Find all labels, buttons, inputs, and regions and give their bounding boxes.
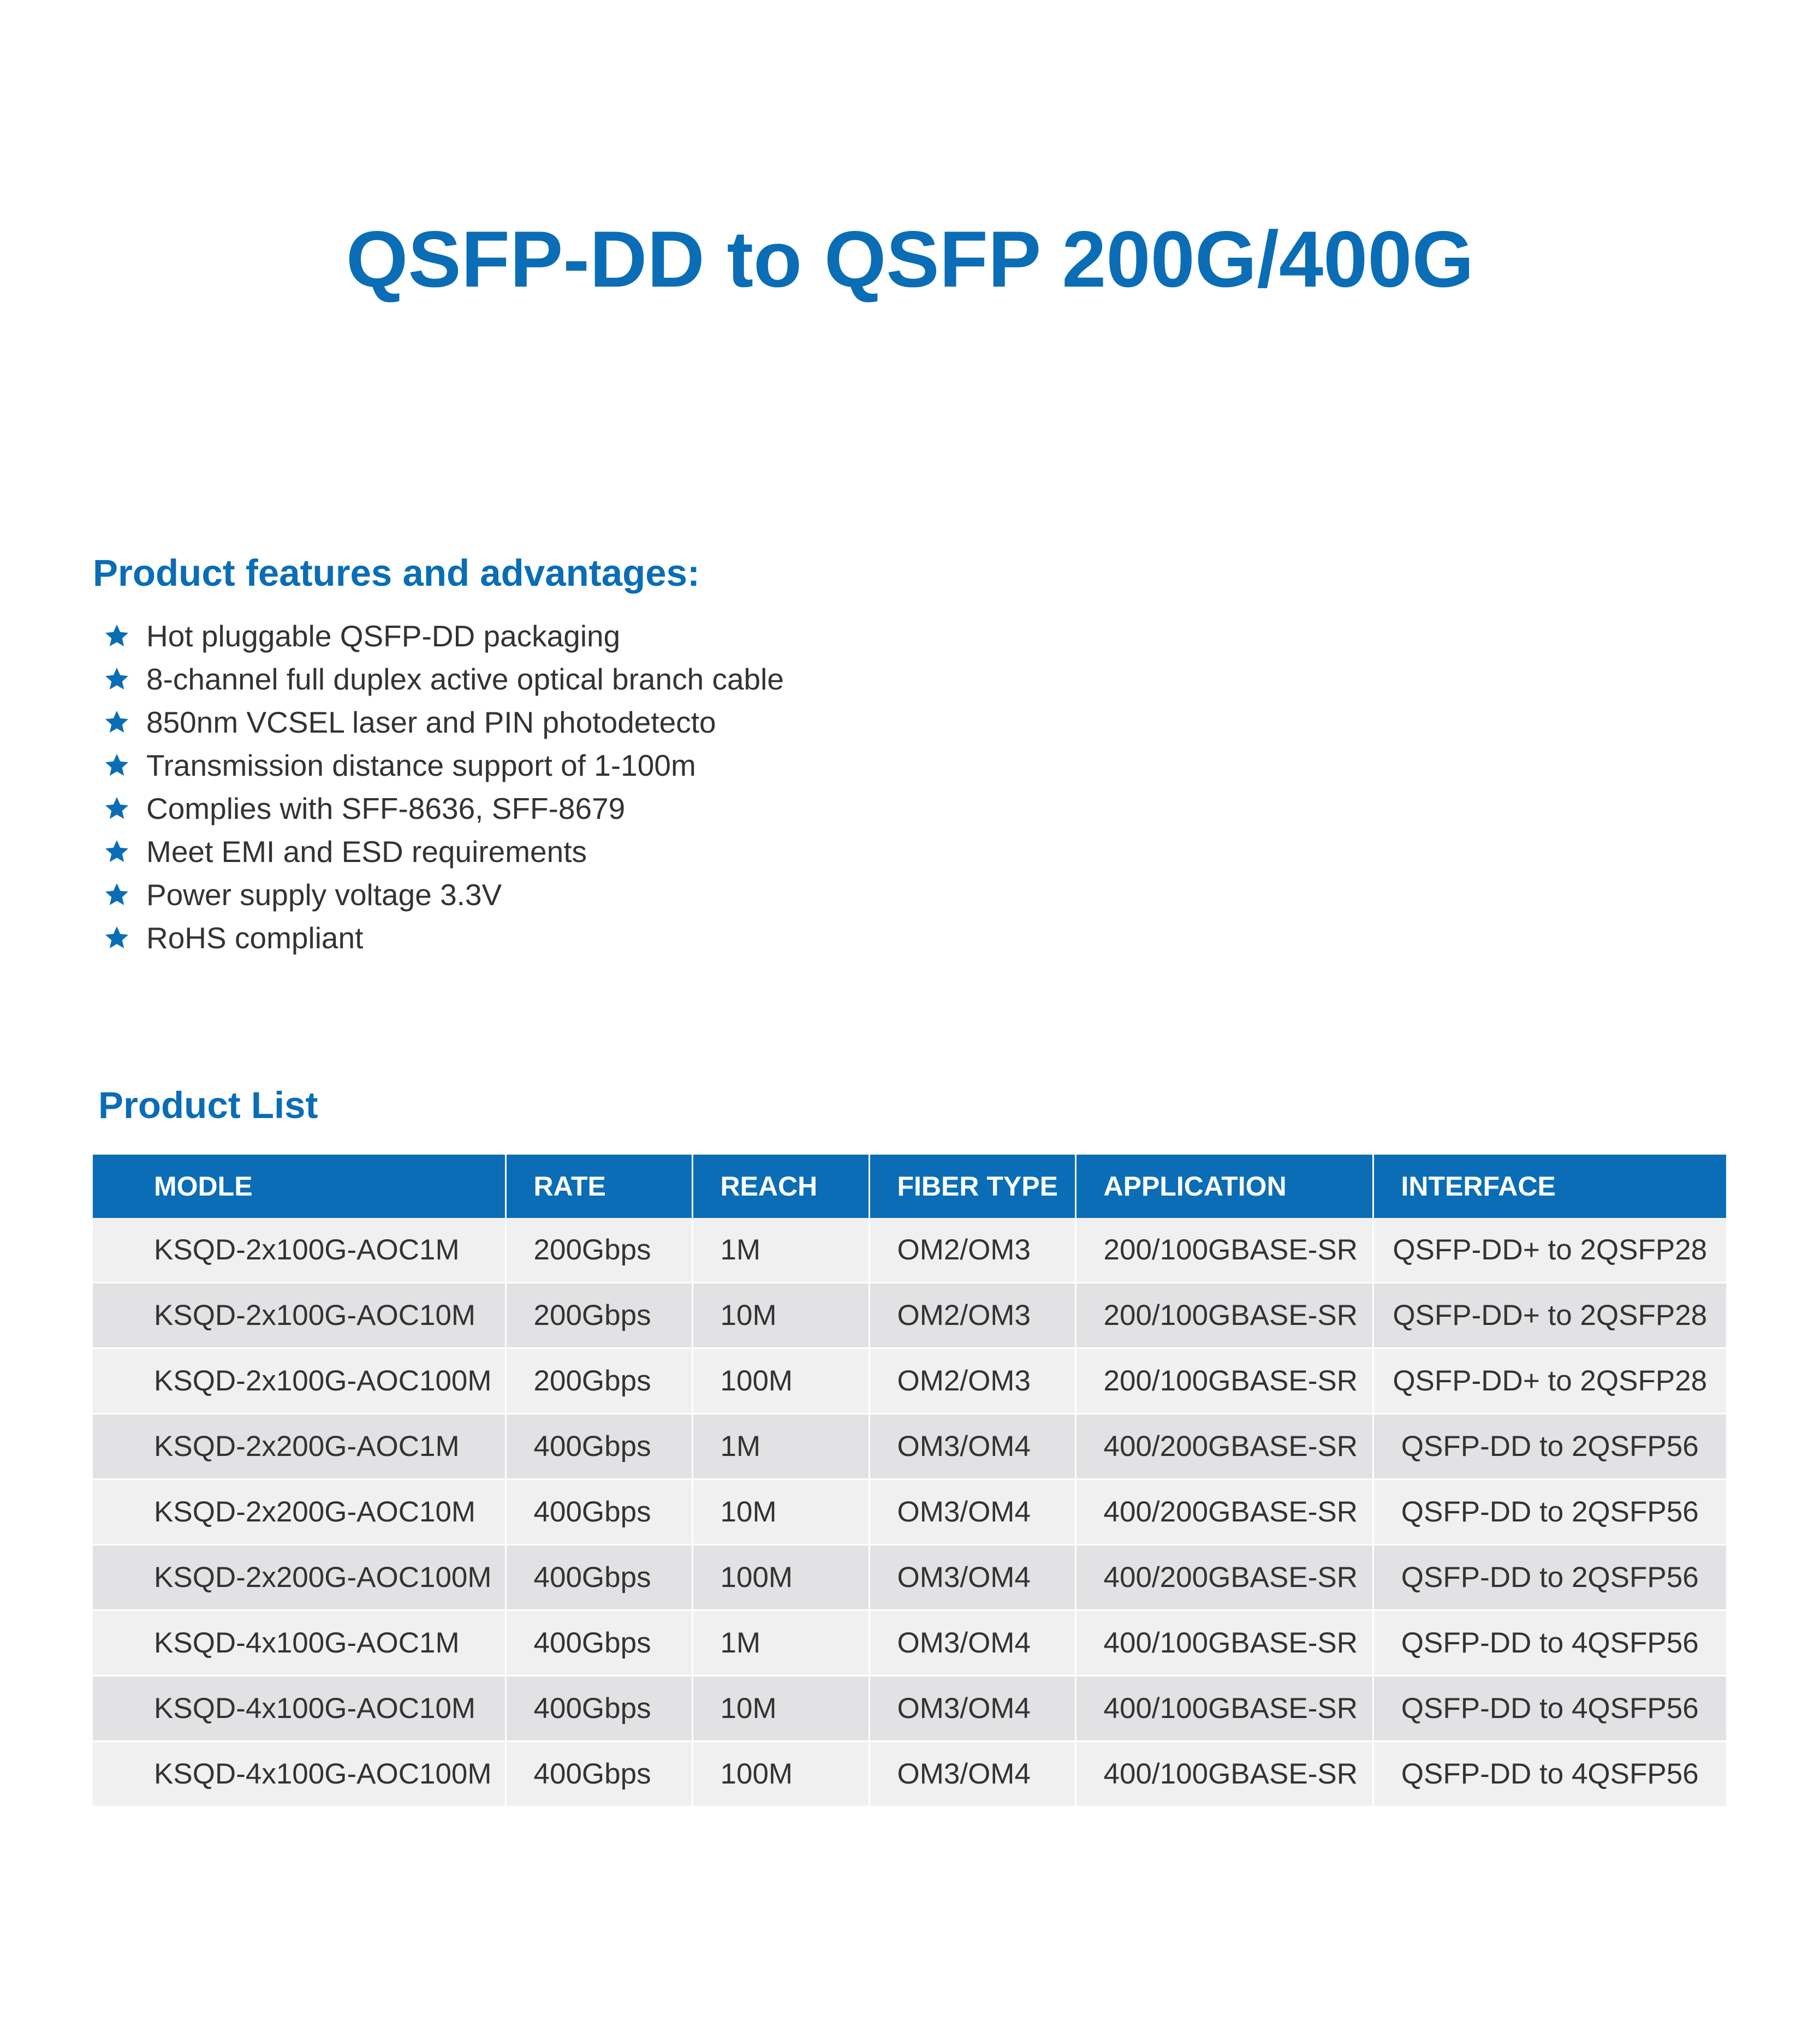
table-row xyxy=(93,1218,1726,1283)
feature-item xyxy=(104,744,784,787)
cell-rate: 400Gbps xyxy=(505,1676,692,1741)
feature-item xyxy=(104,830,784,873)
cell-application: 400/200GBASE-SR xyxy=(1075,1414,1373,1479)
cell-application: 400/100GBASE-SR xyxy=(1075,1741,1373,1807)
table-row xyxy=(93,1545,1726,1610)
feature-text: Complies with SFF-8636, SFF-8679 xyxy=(146,791,626,825)
cell-rate: 400Gbps xyxy=(505,1414,692,1479)
cell-reach: 1M xyxy=(692,1414,869,1479)
table-row xyxy=(93,1676,1726,1741)
cell-fiber-type: OM3/OM4 xyxy=(869,1414,1075,1479)
star-icon xyxy=(104,623,130,649)
cell-reach: 100M xyxy=(692,1348,869,1414)
cell-rate: 200Gbps xyxy=(505,1218,692,1283)
table-row xyxy=(93,1741,1726,1807)
cell-reach: 100M xyxy=(692,1741,869,1807)
cell-interface: QSFP-DD to 2QSFP56 xyxy=(1373,1414,1726,1479)
feature-item xyxy=(104,700,784,744)
feature-text: Transmission distance support of 1-100m xyxy=(146,748,696,782)
feature-item xyxy=(104,657,784,700)
feature-item xyxy=(104,916,784,959)
star-icon xyxy=(104,795,130,822)
cell-fiber-type: OM2/OM3 xyxy=(869,1348,1075,1414)
feature-text: Hot pluggable QSFP-DD packaging xyxy=(146,619,621,653)
cell-rate: 200Gbps xyxy=(505,1283,692,1348)
column-header-interface: INTERFACE xyxy=(1373,1155,1726,1218)
cell-model: KSQD-2x200G-AOC10M xyxy=(93,1479,505,1545)
cell-fiber-type: OM2/OM3 xyxy=(869,1218,1075,1283)
cell-application: 400/100GBASE-SR xyxy=(1075,1610,1373,1676)
feature-text: RoHS compliant xyxy=(146,920,364,955)
cell-fiber-type: OM2/OM3 xyxy=(869,1283,1075,1348)
star-icon xyxy=(104,752,130,778)
cell-fiber-type: OM3/OM4 xyxy=(869,1741,1075,1807)
cell-model: KSQD-4x100G-AOC10M xyxy=(93,1676,505,1741)
cell-application: 200/100GBASE-SR xyxy=(1075,1283,1373,1348)
cell-reach: 10M xyxy=(692,1479,869,1545)
cell-application: 400/100GBASE-SR xyxy=(1075,1676,1373,1741)
cell-interface: QSFP-DD+ to 2QSFP28 xyxy=(1373,1218,1726,1283)
cell-fiber-type: OM3/OM4 xyxy=(869,1610,1075,1676)
feature-item xyxy=(104,614,784,657)
cell-rate: 400Gbps xyxy=(505,1741,692,1807)
features-heading: Product features and advantages: xyxy=(93,552,700,594)
table-row xyxy=(93,1610,1726,1676)
cell-model: KSQD-2x100G-AOC10M xyxy=(93,1283,505,1348)
cell-model: KSQD-4x100G-AOC100M xyxy=(93,1741,505,1807)
star-icon xyxy=(104,709,130,735)
table-row xyxy=(93,1414,1726,1479)
cell-reach: 100M xyxy=(692,1545,869,1610)
cell-interface: QSFP-DD+ to 2QSFP28 xyxy=(1373,1283,1726,1348)
star-icon xyxy=(104,839,130,865)
cell-reach: 10M xyxy=(692,1676,869,1741)
feature-text: 850nm VCSEL laser and PIN photodetecto xyxy=(146,705,716,739)
table-row xyxy=(93,1283,1726,1348)
column-header-rate: RATE xyxy=(505,1155,692,1218)
cell-model: KSQD-2x100G-AOC100M xyxy=(93,1348,505,1414)
page-title: QSFP-DD to QSFP 200G/400G xyxy=(346,215,1474,304)
cell-interface: QSFP-DD to 4QSFP56 xyxy=(1373,1610,1726,1676)
cell-application: 200/100GBASE-SR xyxy=(1075,1218,1373,1283)
cell-interface: QSFP-DD to 4QSFP56 xyxy=(1373,1741,1726,1807)
cell-interface: QSFP-DD to 2QSFP56 xyxy=(1373,1545,1726,1610)
table-header-row xyxy=(93,1155,1726,1218)
feature-item xyxy=(104,787,784,830)
feature-text: 8-channel full duplex active optical branch cable xyxy=(146,662,784,696)
product-list-heading: Product List xyxy=(98,1084,318,1126)
cell-model: KSQD-2x200G-AOC100M xyxy=(93,1545,505,1610)
table-row xyxy=(93,1479,1726,1545)
cell-rate: 400Gbps xyxy=(505,1610,692,1676)
feature-text: Power supply voltage 3.3V xyxy=(146,877,502,912)
column-header-fiber-type: FIBER TYPE xyxy=(869,1155,1075,1218)
cell-reach: 10M xyxy=(692,1283,869,1348)
cell-fiber-type: OM3/OM4 xyxy=(869,1545,1075,1610)
cell-fiber-type: OM3/OM4 xyxy=(869,1479,1075,1545)
star-icon xyxy=(104,882,130,908)
product-table xyxy=(93,1155,1726,1808)
cell-interface: QSFP-DD to 2QSFP56 xyxy=(1373,1479,1726,1545)
cell-reach: 1M xyxy=(692,1218,869,1283)
column-header-reach: REACH xyxy=(692,1155,869,1218)
cell-application: 200/100GBASE-SR xyxy=(1075,1348,1373,1414)
cell-model: KSQD-2x100G-AOC1M xyxy=(93,1218,505,1283)
cell-application: 400/200GBASE-SR xyxy=(1075,1479,1373,1545)
star-icon xyxy=(104,925,130,951)
cell-interface: QSFP-DD+ to 2QSFP28 xyxy=(1373,1348,1726,1414)
cell-rate: 400Gbps xyxy=(505,1545,692,1610)
cell-model: KSQD-2x200G-AOC1M xyxy=(93,1414,505,1479)
cell-interface: QSFP-DD to 4QSFP56 xyxy=(1373,1676,1726,1741)
column-header-application: APPLICATION xyxy=(1075,1155,1373,1218)
cell-rate: 400Gbps xyxy=(505,1479,692,1545)
table-row xyxy=(93,1348,1726,1414)
cell-application: 400/200GBASE-SR xyxy=(1075,1545,1373,1610)
column-header-model: MODLE xyxy=(93,1155,505,1218)
cell-reach: 1M xyxy=(692,1610,869,1676)
cell-model: KSQD-4x100G-AOC1M xyxy=(93,1610,505,1676)
features-list xyxy=(104,614,784,959)
feature-item xyxy=(104,873,784,916)
star-icon xyxy=(104,666,130,692)
cell-rate: 200Gbps xyxy=(505,1348,692,1414)
feature-text: Meet EMI and ESD requirements xyxy=(146,834,587,869)
cell-fiber-type: OM3/OM4 xyxy=(869,1676,1075,1741)
